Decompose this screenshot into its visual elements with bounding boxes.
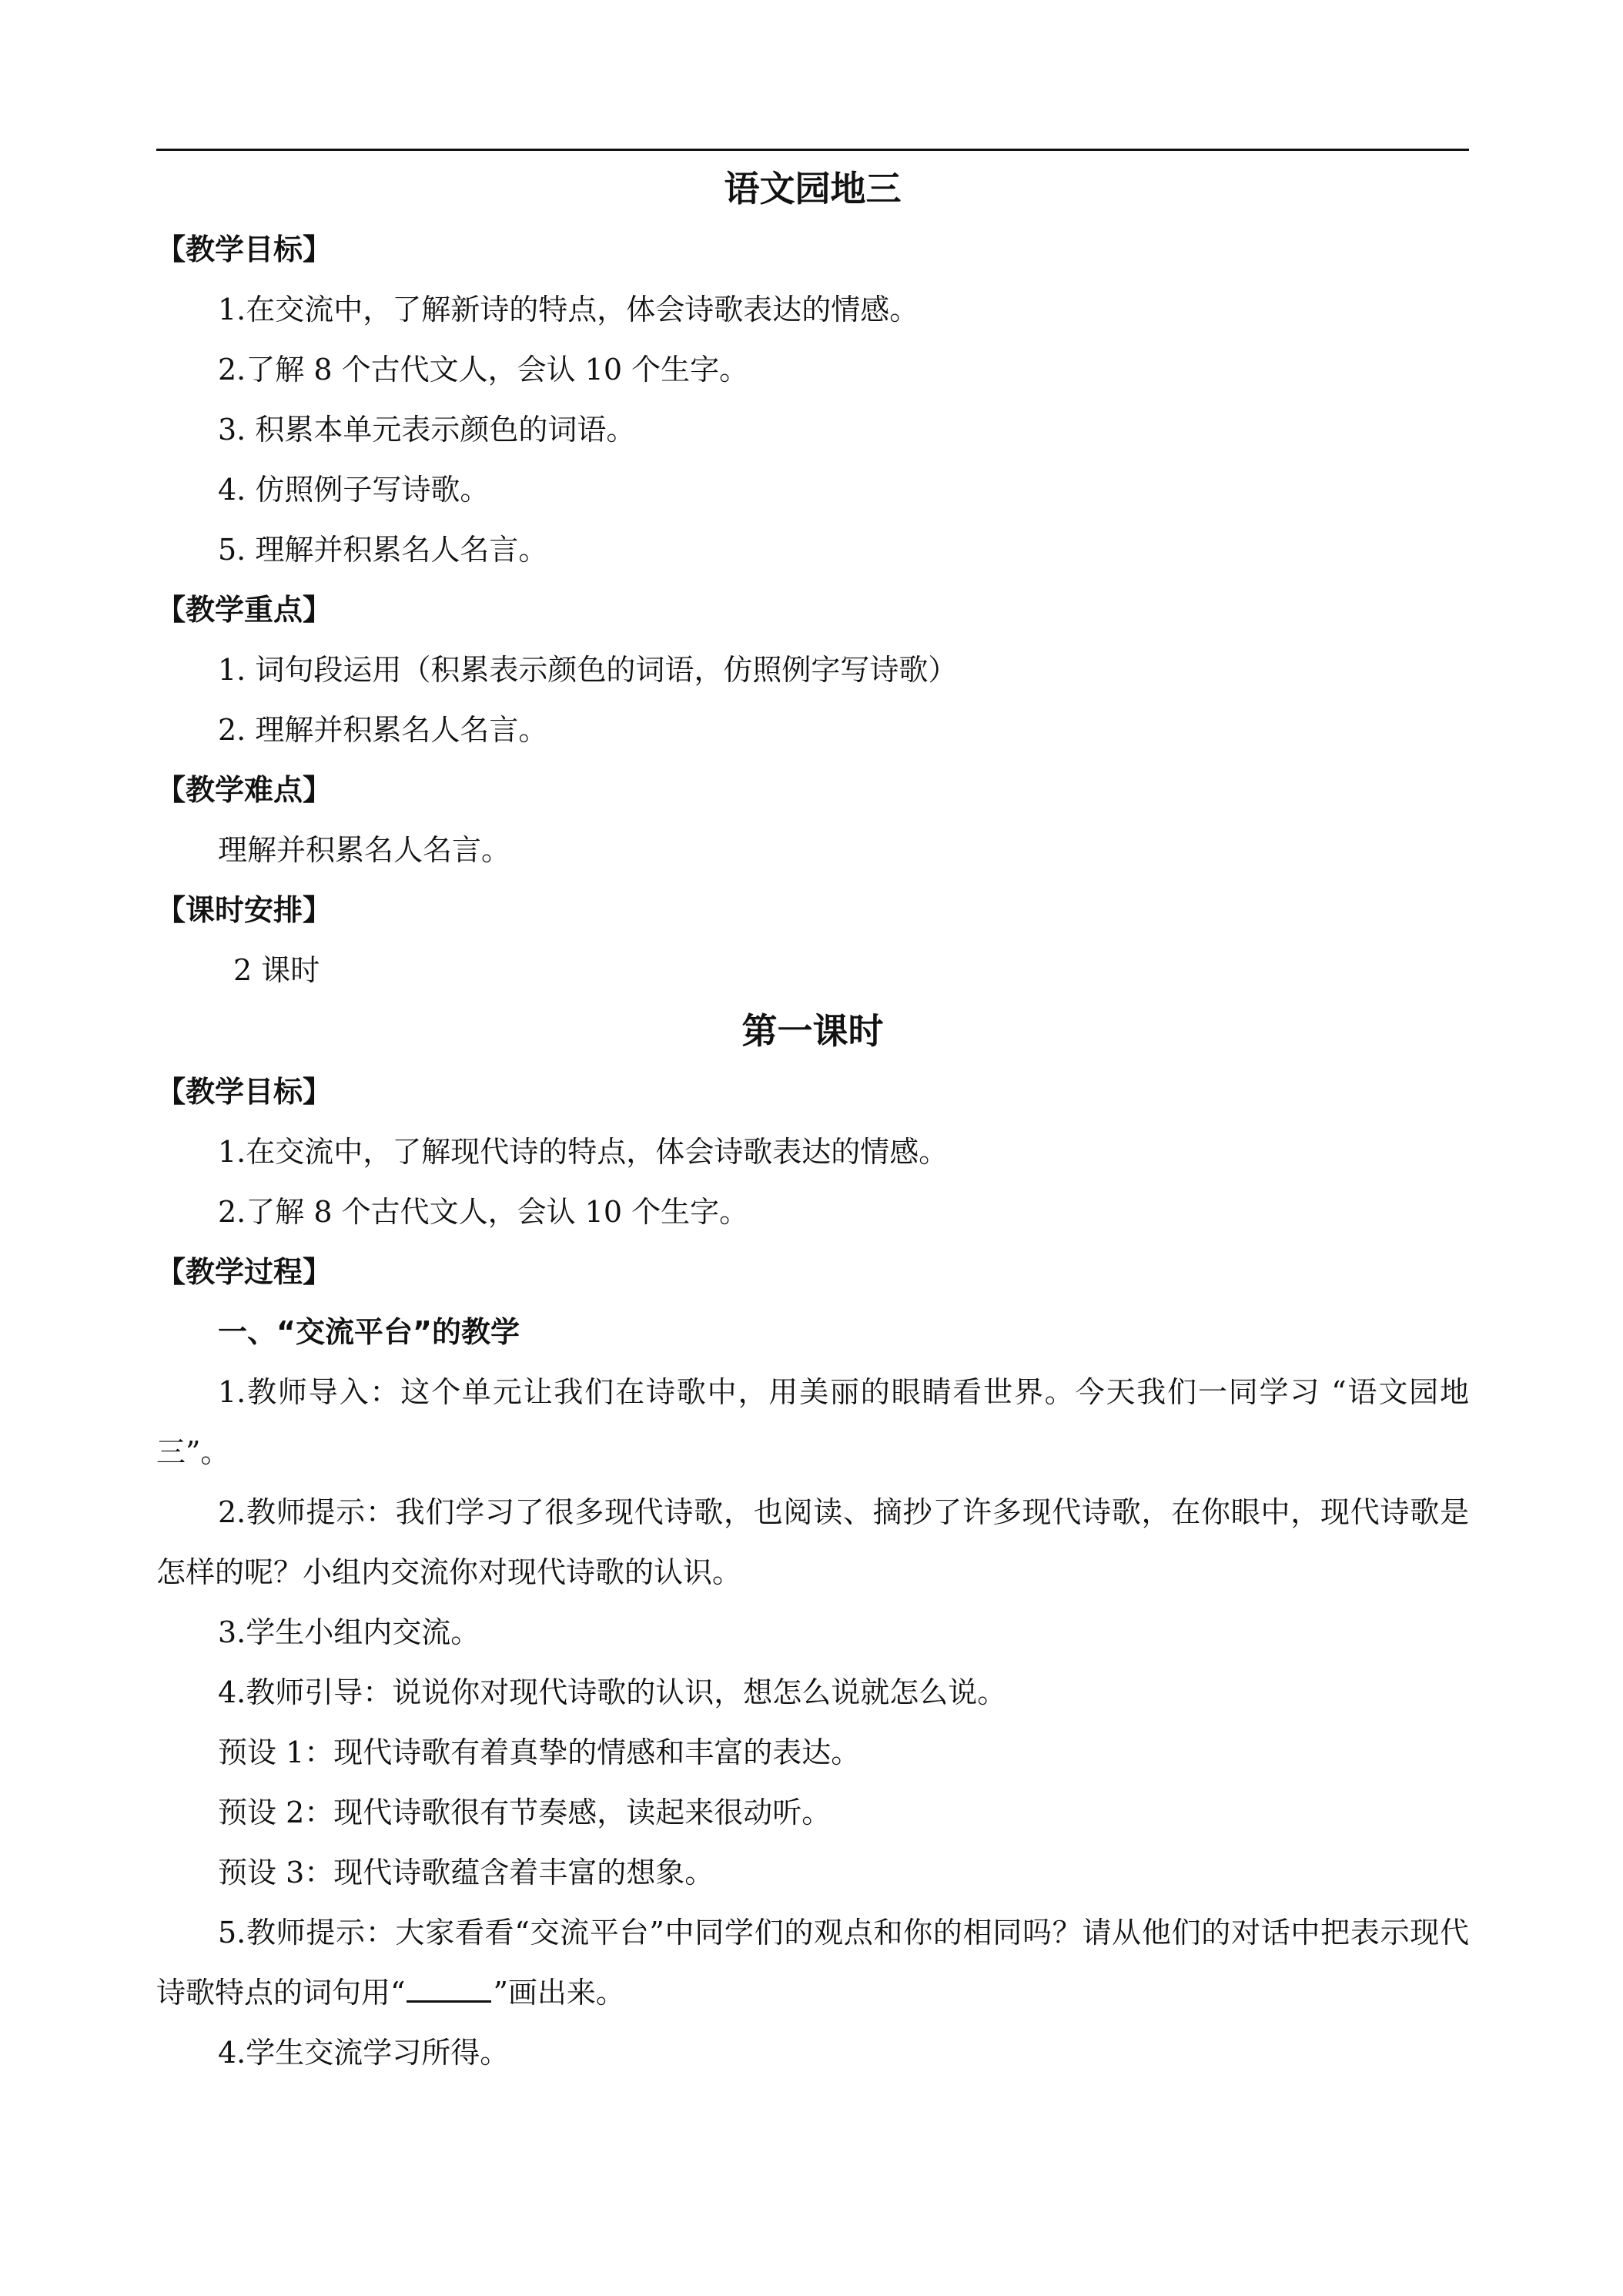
lesson-goal-item: 1.在交流中，了解现代诗的特点，体会诗歌表达的情感。 [218, 1135, 949, 1169]
key-point-item: 1. 词句段运用（积累表示颜色的词语，仿照例字写诗歌） [218, 653, 958, 687]
lesson-title: 第一课时 [741, 1010, 884, 1052]
section-heading-difficulties: 【教学难点】 [156, 773, 333, 807]
section-heading-teaching-goals: 【教学目标】 [156, 233, 333, 266]
process-paragraph: 1.教师导入：这个单元让我们在诗歌中，用美丽的眼睛看世界。今天我们一同学习 “语文园地三”。 [156, 1375, 1469, 1469]
preset-answer: 预设 3：现代诗歌蕴含着丰富的想象。 [218, 1856, 714, 1889]
key-point-item: 2. 理解并积累名人名言。 [218, 713, 548, 747]
section-heading-schedule: 【课时安排】 [156, 893, 333, 927]
document-title: 语文园地三 [724, 168, 902, 209]
section-heading-process: 【教学过程】 [156, 1255, 333, 1289]
goal-item: 4. 仿照例子写诗歌。 [218, 473, 490, 507]
goal-item: 3. 积累本单元表示颜色的词语。 [218, 413, 636, 447]
paragraph-text-before-blank: 5.教师提示：大家看看“交流平台”中同学们的观点和你的相同吗？请从他们的对话中把表示现代诗歌特点的词句用“ [156, 1916, 1469, 2010]
section-heading-lesson-goals: 【教学目标】 [156, 1075, 333, 1109]
process-paragraph: 2.教师提示：我们学习了很多现代诗歌，也阅读、摘抄了许多现代诗歌，在你眼中，现代诗歌是怎样的呢？小组内交流你对现代诗歌的认识。 [156, 1495, 1469, 1589]
process-paragraph: 3.学生小组内交流。 [218, 1615, 480, 1649]
process-paragraph: 4.教师引导：说说你对现代诗歌的认识，想怎么说就怎么说。 [218, 1675, 1007, 1709]
paragraph-text-after-blank: ”画出来。 [493, 1976, 625, 2010]
lesson-goal-item: 2.了解 8 个古代文人，会认 10 个生字。 [218, 1195, 749, 1229]
preset-answer: 预设 2：现代诗歌很有节奏感，读起来很动听。 [218, 1796, 832, 1829]
goal-item: 2.了解 8 个古代文人，会认 10 个生字。 [218, 353, 749, 387]
preset-answer: 预设 1：现代诗歌有着真挚的情感和丰富的表达。 [218, 1735, 861, 1769]
section-heading-key-points: 【教学重点】 [156, 593, 333, 627]
process-paragraph-with-blank [156, 1903, 1469, 2023]
difficulty-item: 理解并积累名人名言。 [218, 833, 511, 867]
header-rule [156, 149, 1469, 151]
schedule-item: 2 课时 [233, 953, 320, 987]
goal-item: 5. 理解并积累名人名言。 [218, 533, 548, 567]
underline-blank [407, 1977, 491, 2003]
document-body [156, 158, 1469, 2083]
process-paragraph: 4.学生交流学习所得。 [218, 2036, 510, 2070]
process-subheading: 一、“交流平台”的教学 [218, 1315, 520, 1349]
goal-item: 1.在交流中，了解新诗的特点，体会诗歌表达的情感。 [218, 293, 919, 326]
